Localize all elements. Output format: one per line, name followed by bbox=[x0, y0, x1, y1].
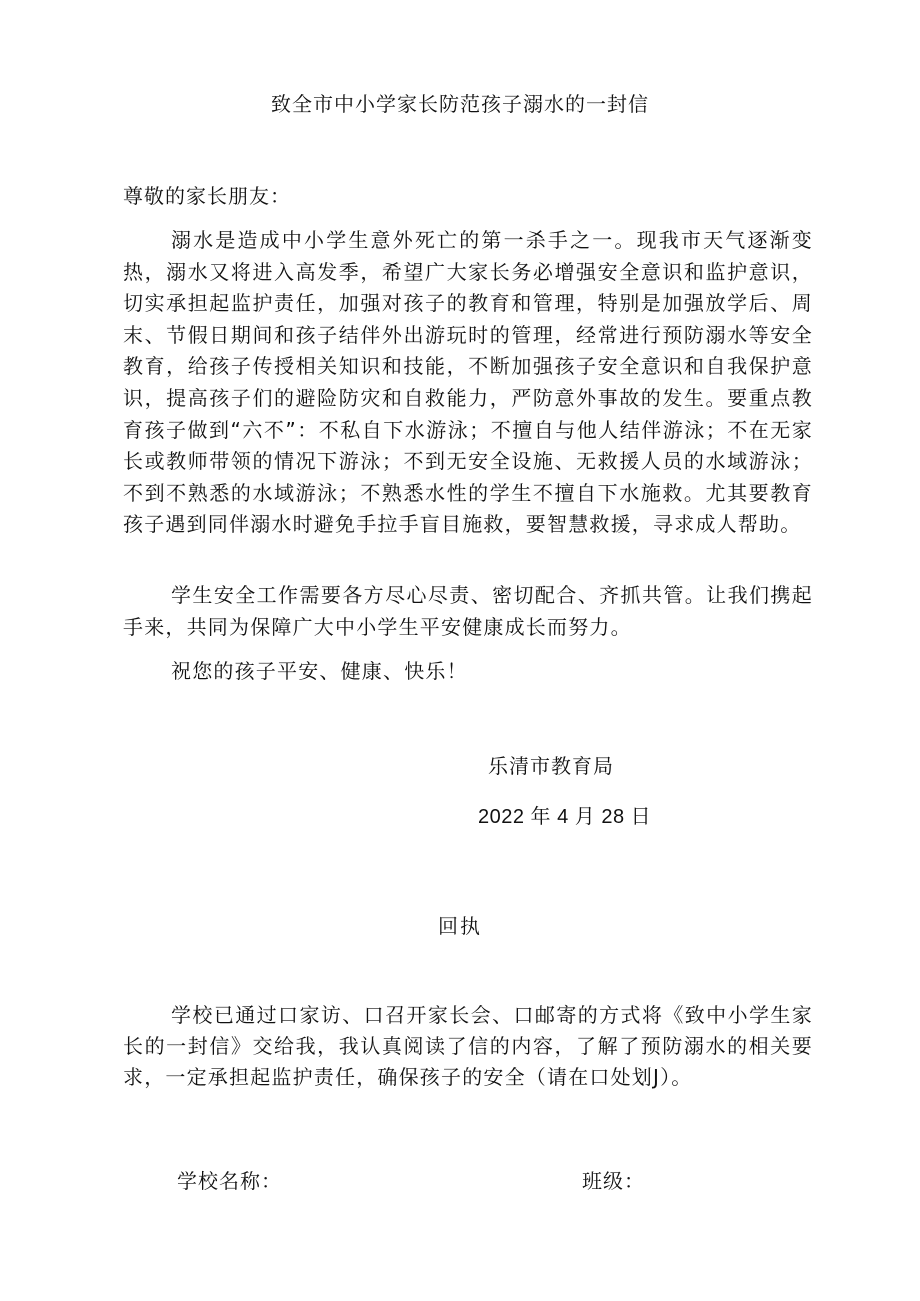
receipt-title: 回执 bbox=[438, 914, 482, 938]
letter-salutation: 尊敬的家长朋友： bbox=[123, 184, 291, 208]
letter-title: 致全市中小学家长防范孩子溺水的一封信 bbox=[271, 92, 649, 116]
letter-signature: 乐清市教育局 bbox=[488, 754, 614, 778]
class-label: 班级： bbox=[582, 1169, 645, 1193]
school-name-label: 学校名称： bbox=[177, 1169, 282, 1193]
letter-date: 2022 年 4 月 28 日 bbox=[478, 806, 652, 828]
letter-paragraph-wishes: 祝您的孩子平安、健康、快乐！ bbox=[171, 659, 468, 683]
receipt-text: 学校已通过口家访、口召开家长会、口邮寄的方式将《致中小学生家长的一封信》交给我，我认真阅读了信的内容，了解了预防溺水的相关要求，一定承担起监护责任，确保孩子的安全（请在口处划J）。 bbox=[123, 1003, 813, 1089]
letter-paragraph-cooperation: 学生安全工作需要各方尽心尽责、密切配合、齐抓共管。让我们携起手来，共同为保障广大中小学生平安健康成长而努力。 bbox=[123, 583, 813, 639]
letter-paragraph-main: 溺水是造成中小学生意外死亡的第一杀手之一。现我市天气逐渐变热，溺水又将进入高发季，希望广大家长务必增强安全意识和监护意识，切实承担起监护责任，加强对孩子的教育和管理，特别是加强放学后、周末、节假日期间和孩子结伴外出游玩时的管理，经常进行预防溺水等安全教育，给孩子传授相关知识和技能，不断加强孩子安全意识和自我保护意识，提高孩子们的避险防灾和自救能力，严防意外事故的发生。要重点教育孩子做到“六不”：不私自下水游泳；不擅自与他人结伴游泳；不在无家长或教师带领的情况下游泳；不到无安全设施、无救援人员的水域游泳；不到不熟悉的水域游泳；不熟悉水性的学生不擅自下水施救。尤其要教育孩子遇到同伴溺水时避免手拉手盲目施救，要智慧救援，寻求成人帮助。 bbox=[123, 228, 813, 537]
